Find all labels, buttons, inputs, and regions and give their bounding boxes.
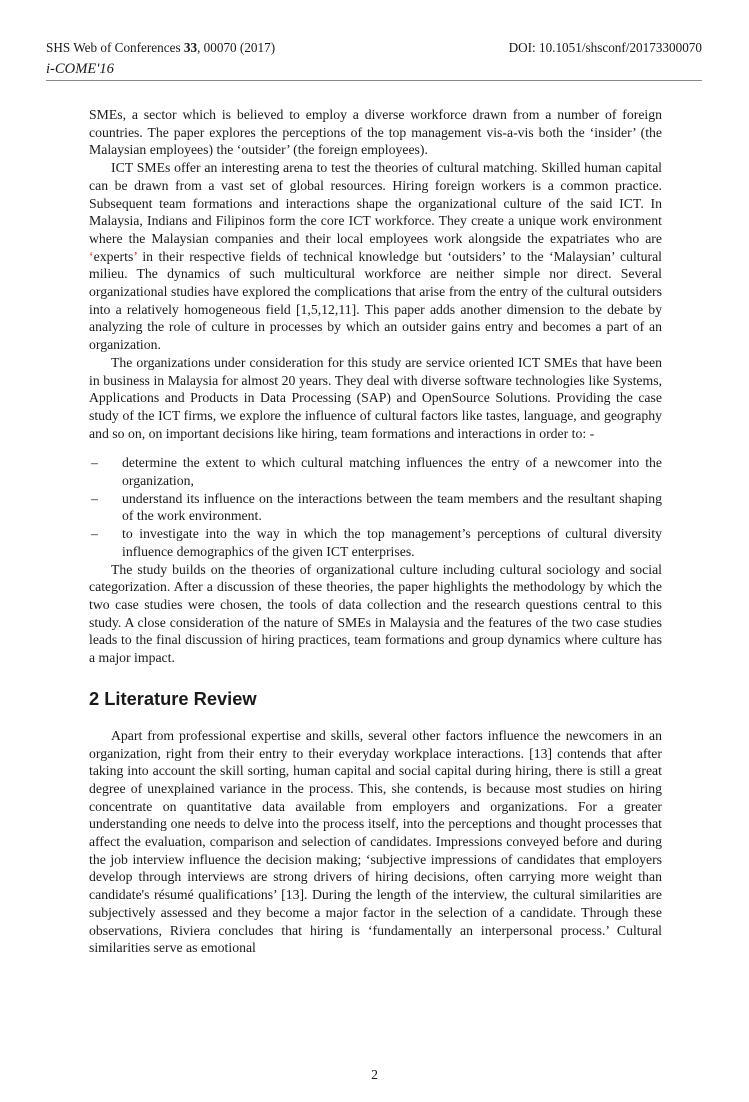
paragraph-text: ICT SMEs offer an interesting arena to test the theories of cultural matching. Skilled human capital can be drawn from a vast set of global resources. Hiring foreign workers is a common practice. Subsequent team formations and interactions shape the organizational culture of the said ICT. In Malaysia, Indians and Filipinos form the core ICT workforce. They create a unique work environment where the Malaysian companies and their local employees work alongside the expatriates who are xyxy=(89,160,662,246)
paragraph-study-outline: The study builds on the theories of organizational culture including cultural sociology and social categorization. After a discussion of these theories, the paper highlights the methodology by which the two case studies were chosen, the tools of data collection and the research questions central to this study. A close consideration of the nature of SMEs in Malaysia and the features of the two case studies leads to the final discussion of hiring practices, team formations and group dynamics where culture has a major impact. xyxy=(89,561,662,666)
journal-name: SHS Web of Conferences xyxy=(46,40,184,55)
header-rule xyxy=(46,80,702,81)
list-item-text: understand its influence on the interactions between the team members and the resultant shaping of the work environment. xyxy=(122,490,662,524)
section-heading: 2 Literature Review xyxy=(89,687,257,709)
doi: DOI: 10.1051/shsconf/20173300070 xyxy=(508,40,702,55)
open-quote-mark: ‘ xyxy=(89,248,94,264)
article-number: , 00070 (2017) xyxy=(197,40,276,55)
dash-bullet: – xyxy=(91,455,98,471)
journal-citation xyxy=(46,40,275,56)
list-item xyxy=(89,525,662,560)
objectives-list xyxy=(89,454,662,560)
quoted-word: experts xyxy=(93,248,134,264)
journal-volume: 33 xyxy=(183,40,198,55)
list-item xyxy=(89,454,662,489)
paragraph-ict-smes xyxy=(89,159,662,354)
paragraph-literature-review: Apart from professional expertise and skills, several other factors influence the newcomers in an organization, right from their entry to their everyday workplace interactions. [13] contends that after taking into account the skill sorting, human capital and social capital during hiring, there is still a great degree of unexplained variance in the process. This, she contends, is because most studies on hiring concentrate on quantitative data available from employers and organizations. For a greater understanding one needs to delve into the process itself, into the perceptions and thought processes that affect the evaluation, comparison and selection of candidates. Impressions conveyed before and during the job interview influence the decision making; ‘subjective impressions of candidates that employers develop through interviews are strong drivers of hiring decisions, often carrying more weight than candidate's résumé qualifications’ [13]. During the length of the interview, the cultural similarities are subjectively assessed and they become a major factor in the selection of a candidate. Through these observations, Riviera concludes that hiring is ‘fundamentally an interpersonal process.’ Cultural similarities serve as emotional xyxy=(89,727,662,956)
list-item-text: determine the extent to which cultural matching influences the entry of a newcomer into the organization, xyxy=(122,455,662,489)
dash-bullet: – xyxy=(91,490,98,506)
paragraph-organizations: The organizations under consideration for this study are service oriented ICT SMEs that have been in business in Malaysia for almost 20 years. They deal with diverse software technologies like Systems, Applications and Products in Data Processing (SAP) and OpenSource Solutions. Providing the case study of the ICT firms, we explore the influence of cultural factors like tastes, language, and geography and so on, on important decisions like hiring, team formations and interactions in order to: - xyxy=(89,354,662,441)
list-item xyxy=(89,490,662,525)
page-header xyxy=(46,40,702,84)
page-body xyxy=(89,106,662,957)
conference-name: i-COME'16 xyxy=(46,61,114,77)
paragraph-intro-continued: SMEs, a sector which is believed to employ a diverse workforce drawn from a number of foreign countries. The paper explores the perceptions of the top management vis-a-vis both the ‘insider’ (the Malaysian employees) the ‘outsider’ (the foreign employees). xyxy=(89,107,662,158)
dash-bullet: – xyxy=(91,526,98,542)
paragraph-text: in their respective fields of technical knowledge but ‘outsiders’ to the ‘Malaysian’ cultural milieu. The dynamics of such multicultural workforce are neither simple nor direct. Several organizational studies have explored the complications that arise from the entry of the cultural outsiders into a relatively homogeneous field [1,5,12,11]. This paper adds another dimension to the debate by analyzing the role of culture in processes by which an outsider gains entry and becomes a part of an organization. xyxy=(89,248,662,353)
close-quote-mark: ’ xyxy=(133,248,137,264)
list-item-text: to investigate into the way in which the top management’s perceptions of cultural diversity influence demographics of the given ICT enterprises. xyxy=(122,526,662,559)
page-number: 2 xyxy=(371,1067,378,1082)
